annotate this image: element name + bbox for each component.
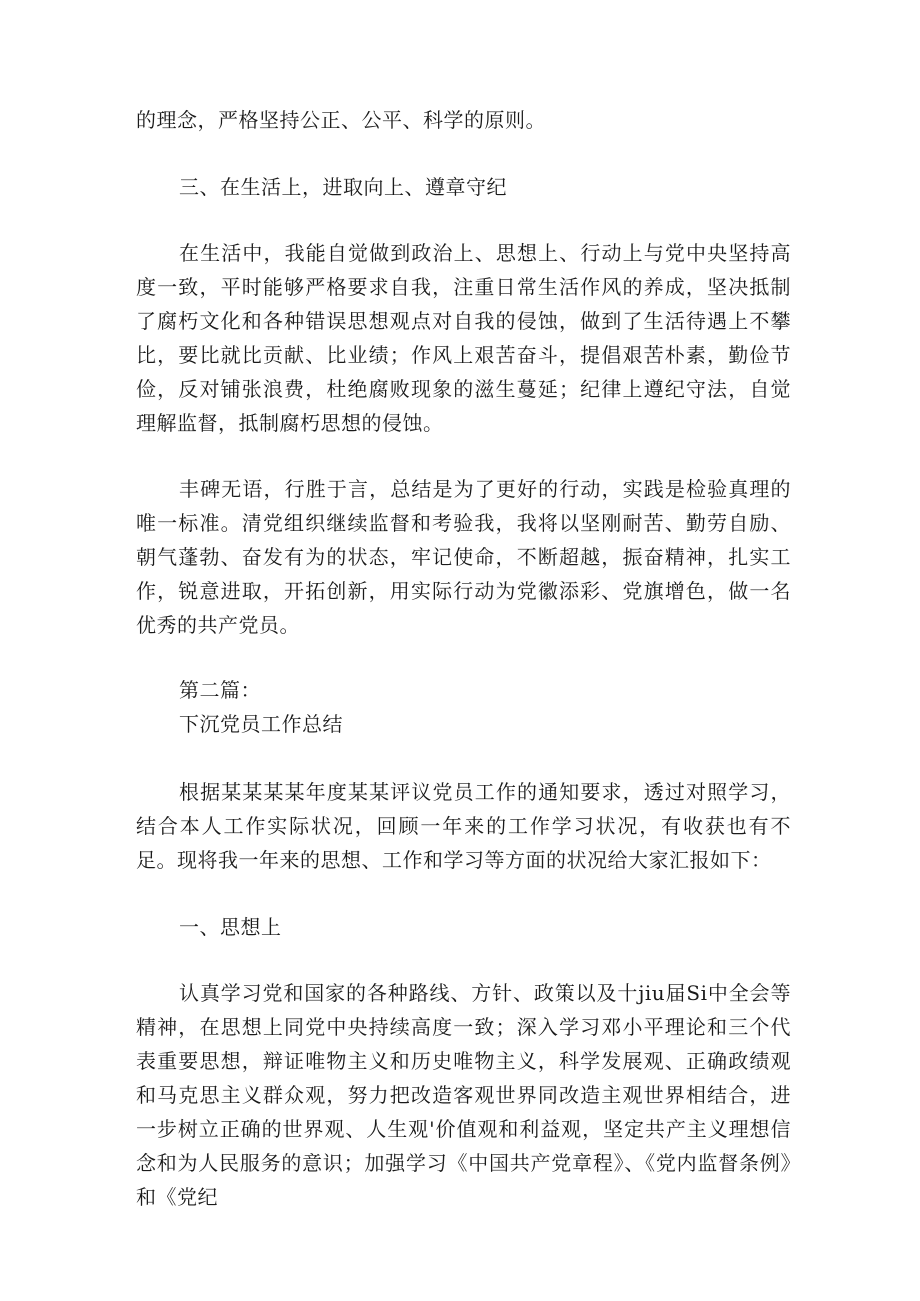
section-heading-life: 三、在生活上，进取向上、遵章守纪	[179, 175, 507, 199]
paragraph-intro: 根据某某某某年度某某评议党员工作的通知要求，透过对照学习，结合本人工作实际状况，回顾一年来的工作学习状况，有收获也有不足。现将我一年来的思想、工作和学习等方面的状况给大家汇报如下：	[136, 780, 791, 872]
paragraph-thought: 认真学习党和国家的各种路线、方针、政策以及十jiu届Si中全会等精神，在思想上同党中央持续高度一致；深入学习邓小平理论和三个代表重要思想，辩证唯物主义和历史唯物主义，科学发展观、正确政绩观和马克思主义群众观，努力把改造客观世界同改造主观世界相结合，进一步树立正确的世界观、人生观'价值观和利益观，坚定共产主义理想信念和为人民服务的意识；加强学习《中国共产党章程》、《党内监督条例》和《党纪	[136, 981, 791, 1209]
paragraph-continuation: 的理念，严格坚持公正、公平、科学的原则。	[136, 108, 546, 132]
part-label: 第二篇：	[179, 678, 261, 702]
paragraph-life: 在生活中，我能自觉做到政治上、思想上、行动上与党中央坚持高度一致，平时能够严格要求自我，注重日常生活作风的养成，坚决抵制了腐朽文化和各种错误思想观点对自我的侵蚀，做到了生活待遇上不攀比，要比就比贡献、比业绩；作风上艰苦奋斗，提倡艰苦朴素，勤俭节俭，反对铺张浪费，杜绝腐败现象的滋生蔓延；纪律上遵纪守法，自觉理解监督，抵制腐朽思想的侵蚀。	[136, 241, 791, 435]
paragraph-conclusion: 丰碑无语，行胜于言，总结是为了更好的行动，实践是检验真理的唯一标准。清党组织继续监督和考验我，我将以坚刚耐苦、勤劳自励、朝气蓬勃、奋发有为的状态，牢记使命，不断超越，振奋精神，扎实工作，锐意进取，开拓创新，用实际行动为党徽添彩、党旗增色，做一名优秀的共产党员。	[136, 477, 791, 637]
part-title: 下沉党员工作总结	[179, 712, 343, 736]
section-heading-thought: 一、思想上	[179, 915, 282, 939]
